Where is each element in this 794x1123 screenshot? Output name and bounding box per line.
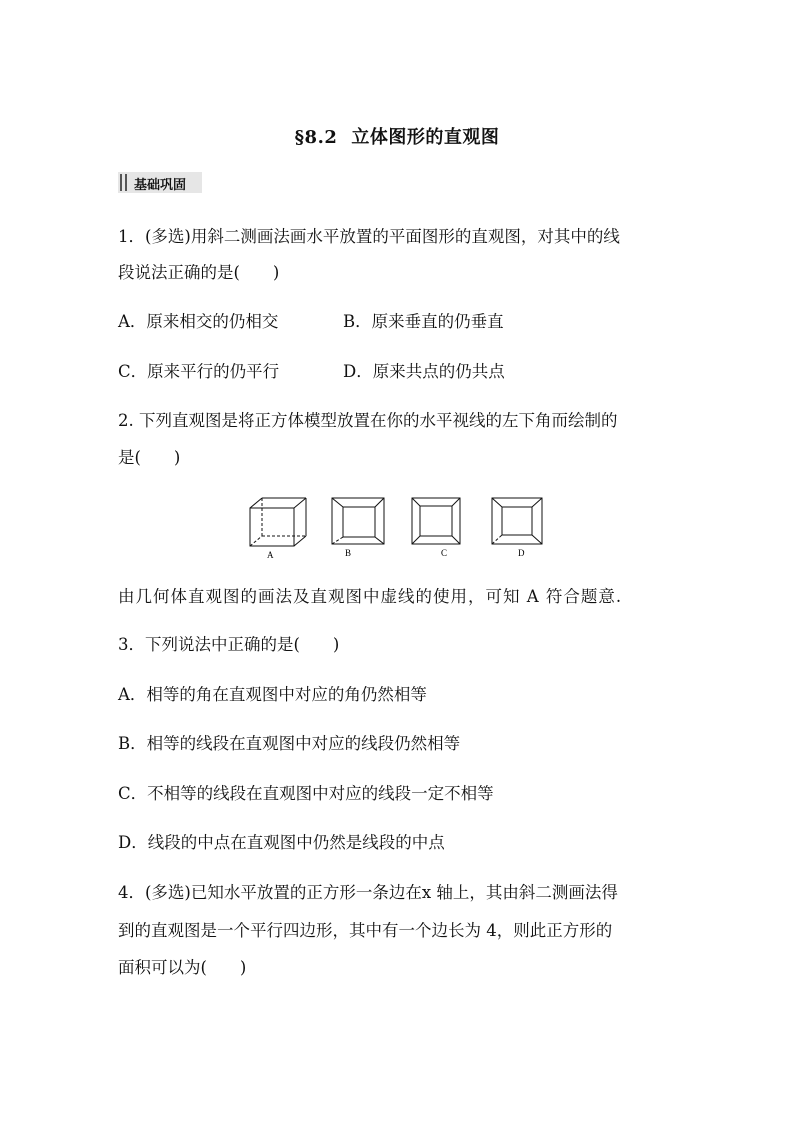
cube-label-b: B [345,548,352,558]
q1-option-d: D．原来共点的仍共点 [343,362,505,381]
cube-label-c: C [441,548,448,558]
cube-figure-a [250,498,306,546]
cube-label-a: A [267,550,274,560]
q4-line-3: 面积可以为( ) [118,958,247,977]
q3-option-c: C．不相等的线段在直观图中对应的线段一定不相等 [118,784,494,803]
tag-bar-icon [120,174,122,191]
cube-figure-b [332,498,384,544]
q3-option-b: B．相等的线段在直观图中对应的线段仍然相等 [118,734,461,753]
section-number: §8.2 [294,127,338,148]
page-title [0,123,794,149]
q3-option-a: A．相等的角在直观图中对应的角仍然相等 [118,685,427,704]
section-tag [118,172,202,193]
q2-line-2: 是( ) [118,448,181,467]
q4-line-1: 4．(多选)已知水平放置的正方形一条边在x 轴上，其由斜二测画法得 [118,883,618,902]
section-title: 立体图形的直观图 [351,127,500,148]
q1-option-c: C．原来平行的仍平行 [118,362,280,381]
cube-figure-c [412,498,460,544]
q4-line-2: 到的直观图是一个平行四边形，其中有一个边长为 4，则此正方形的 [118,921,613,940]
cube-figures [240,492,560,562]
cube-label-d: D [518,548,525,558]
q1-line-1: 1．(多选)用斜二测画法画水平放置的平面图形的直观图，对其中的线 [118,227,620,246]
cube-figure-d [492,498,542,544]
q2-line-1: 2. 下列直观图是将正方体模型放置在你的水平视线的左下角而绘制的 [118,411,618,430]
tag-bar-icon [125,174,127,191]
section-tag-label: 基础巩固 [134,178,187,193]
q1-option-a: A．原来相交的仍相交 [118,312,279,331]
q1-option-b: B．原来垂直的仍垂直 [343,312,504,331]
q2-explanation: 由几何体直观图的画法及直观图中虚线的使用，可知 A 符合题意. [118,587,623,606]
q3-option-d: D．线段的中点在直观图中仍然是线段的中点 [118,833,445,852]
q3-line-1: 3．下列说法中正确的是( ) [118,635,340,654]
q1-line-2: 段说法正确的是( ) [118,263,280,282]
